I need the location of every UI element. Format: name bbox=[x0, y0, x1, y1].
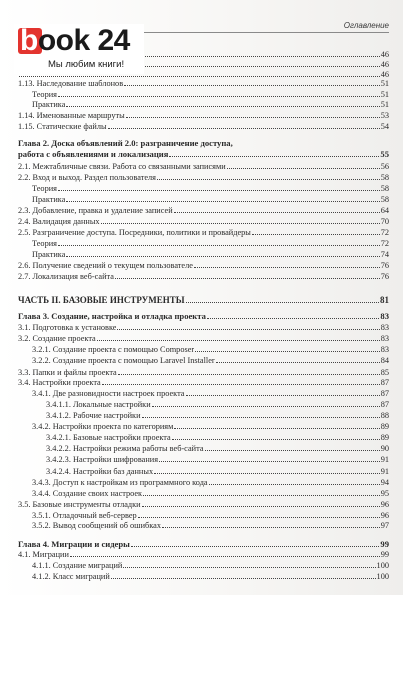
toc-page-number: 96 bbox=[380, 511, 389, 520]
toc-leader-dots bbox=[124, 77, 380, 86]
toc-page-number: 51 bbox=[380, 79, 389, 88]
toc-page-number: 99 bbox=[380, 550, 389, 559]
toc-leader-dots bbox=[169, 148, 379, 157]
toc-page-number: 85 bbox=[380, 368, 389, 377]
toc-leader-dots bbox=[252, 226, 380, 235]
toc-entry-title: 2.1. Межтабличные связи. Работа со связанными записями bbox=[18, 162, 226, 171]
toc-entry-title: 3.5. Базовые инструменты отладки bbox=[18, 500, 141, 509]
toc-entry-title: 2.4. Валидация данных bbox=[18, 217, 100, 226]
toc-entry-title: 3.4.1.1. Локальные настройки bbox=[46, 400, 151, 409]
toc-page-number: 51 bbox=[380, 100, 389, 109]
toc-leader-dots bbox=[154, 465, 380, 474]
toc-page-number: 99 bbox=[380, 539, 389, 549]
toc-entry-title: Глава 4. Миграции и сидеры bbox=[18, 539, 130, 549]
toc-leader-dots bbox=[162, 519, 380, 528]
toc-leader-dots bbox=[102, 376, 380, 385]
toc-leader-dots bbox=[174, 204, 380, 213]
toc-page-number: 89 bbox=[380, 433, 389, 442]
toc-page-number: 94 bbox=[380, 478, 389, 487]
toc-entry-title: 1.15. Статические файлы bbox=[18, 122, 107, 131]
toc-leader-dots bbox=[70, 548, 380, 557]
toc-entry-title: Глава 3. Создание, настройка и отладка проекта bbox=[18, 311, 206, 321]
toc-entry-title: 2.6. Получение сведений о текущем пользователе bbox=[18, 261, 193, 270]
toc-page-number: 87 bbox=[380, 400, 389, 409]
toc-entry-title: Практика bbox=[32, 195, 66, 204]
toc-leader-dots bbox=[172, 431, 380, 440]
toc-entry-title: 1.14. Именованные маршруты bbox=[18, 111, 125, 120]
toc-page-number: 76 bbox=[380, 272, 389, 281]
toc-leader-dots bbox=[123, 559, 375, 568]
toc-leader-dots bbox=[142, 498, 380, 507]
toc-page-number: 51 bbox=[380, 90, 389, 99]
toc-entry-title: Практика bbox=[32, 250, 66, 259]
toc-page-number: 91 bbox=[380, 455, 389, 464]
toc-leader-dots bbox=[195, 343, 380, 352]
toc-entry bbox=[32, 354, 389, 366]
toc-page-number: 96 bbox=[380, 500, 389, 509]
toc-leader-dots bbox=[186, 294, 379, 303]
toc-entry-title: 2.5. Разграничение доступа. Посредники, политики и провайдеры bbox=[18, 228, 251, 237]
toc-leader-dots bbox=[118, 366, 380, 375]
toc-page-number: 46 bbox=[380, 70, 389, 79]
book24-logo bbox=[14, 24, 144, 74]
toc-page-number: 100 bbox=[376, 561, 389, 570]
toc-entry-title: 3.4. Настройки проекта bbox=[18, 378, 101, 387]
toc-leader-dots bbox=[157, 171, 380, 180]
toc-entry-title: Теория bbox=[32, 184, 57, 193]
toc-page-number: 87 bbox=[380, 378, 389, 387]
toc-entry-title: работа с объявлениями и локализация bbox=[18, 149, 169, 159]
toc-entry-title: Теория bbox=[32, 90, 57, 99]
toc-page-number: 55 bbox=[380, 149, 389, 159]
toc-entry-title: 3.4.3. Доступ к настройкам из программного кода bbox=[32, 478, 208, 487]
toc-entry bbox=[46, 453, 389, 465]
logo-wordmark: book 24 bbox=[20, 24, 130, 57]
toc-leader-dots bbox=[58, 237, 380, 246]
toc-page-number: 76 bbox=[380, 261, 389, 270]
toc-page-number: 100 bbox=[376, 572, 389, 581]
toc-entry-title: 4.1.1. Создание миграций bbox=[32, 561, 123, 570]
toc-entry-title: 3.4.2.1. Базовые настройки проекта bbox=[46, 433, 171, 442]
toc-leader-dots bbox=[66, 98, 379, 107]
toc-leader-dots bbox=[117, 321, 379, 330]
logo-tagline: Мы любим книги! bbox=[48, 59, 125, 70]
toc-entry-title: 3.1. Подготовка к установке bbox=[18, 323, 117, 332]
toc-entry-title: 3.4.1.2. Рабочие настройки bbox=[46, 411, 141, 420]
toc-entry bbox=[32, 570, 389, 582]
toc-leader-dots bbox=[205, 442, 380, 451]
toc-entry-title: 3.2.1. Создание проекта с помощью Composer bbox=[32, 345, 195, 354]
toc-leader-dots bbox=[111, 570, 376, 579]
toc-page-number: 53 bbox=[380, 111, 389, 120]
toc-leader-dots bbox=[227, 160, 380, 169]
toc-page-number: 83 bbox=[380, 345, 389, 354]
toc-page-number: 46 bbox=[380, 50, 389, 59]
toc-page-number: 83 bbox=[380, 334, 389, 343]
toc-entry-title: 4.1.2. Класс миграций bbox=[32, 572, 110, 581]
toc-page-number: 95 bbox=[380, 489, 389, 498]
toc-leader-dots bbox=[207, 310, 380, 319]
toc-entry-title: ЧАСТЬ II. БАЗОВЫЕ ИНСТРУМЕНТЫ bbox=[18, 295, 185, 305]
toc-page-number: 88 bbox=[380, 411, 389, 420]
toc-leader-dots bbox=[194, 259, 380, 268]
toc-page-number: 97 bbox=[380, 521, 389, 530]
toc-leader-dots bbox=[186, 387, 380, 396]
toc-entry bbox=[32, 519, 389, 531]
toc-page-number: 70 bbox=[380, 217, 389, 226]
toc-page-number: 58 bbox=[380, 173, 389, 182]
toc-page-number: 83 bbox=[380, 323, 389, 332]
toc-leader-dots bbox=[216, 354, 380, 363]
toc-entry-title: 1.13. Наследование шаблонов bbox=[18, 79, 124, 88]
toc-entry-title: 3.2.2. Создание проекта с помощью Laravel Installer bbox=[32, 356, 215, 365]
toc-entry bbox=[18, 120, 389, 132]
toc-leader-dots bbox=[66, 248, 379, 257]
toc-entry bbox=[18, 294, 389, 306]
toc-page-number: 58 bbox=[380, 195, 389, 204]
toc-leader-dots bbox=[115, 270, 380, 279]
toc-page-number: 87 bbox=[380, 389, 389, 398]
toc-leader-dots bbox=[131, 538, 380, 547]
toc-page-number: 83 bbox=[380, 311, 389, 321]
toc-entry-title: 3.3. Папки и файлы проекта bbox=[18, 368, 117, 377]
toc-entry-title: 2.3. Добавление, правка и удаление записей bbox=[18, 206, 173, 215]
toc-page-number: 58 bbox=[380, 184, 389, 193]
toc-page-number: 56 bbox=[380, 162, 389, 171]
toc-leader-dots bbox=[142, 409, 380, 418]
toc-leader-dots bbox=[126, 109, 380, 118]
toc-leader-dots bbox=[66, 193, 379, 202]
toc-entry-title: 3.5.2. Вывод сообщений об ошибках bbox=[32, 521, 161, 530]
toc-page-number: 54 bbox=[380, 122, 389, 131]
toc-entry-title: 3.2. Создание проекта bbox=[18, 334, 96, 343]
toc-entry-title: 3.5.1. Отладочный веб-сервер bbox=[32, 511, 137, 520]
toc-leader-dots bbox=[138, 509, 380, 518]
toc-entry-title: Глава 2. Доска объявлений 2.0: разграничение доступа, bbox=[18, 138, 233, 148]
toc-entry-title: 3.4.1. Две разновидности настроек проекта bbox=[32, 389, 185, 398]
toc-leader-dots bbox=[58, 88, 380, 97]
toc-page-number: 90 bbox=[380, 444, 389, 453]
toc-leader-dots bbox=[101, 215, 380, 224]
toc-entry-title: 3.4.2.2. Настройки режима работы веб-сайта bbox=[46, 444, 204, 453]
toc-entry-title: 3.4.2. Настройки проекта по категориям bbox=[32, 422, 174, 431]
toc-page-number: 64 bbox=[380, 206, 389, 215]
toc-page-number: 74 bbox=[380, 250, 389, 259]
toc-entry bbox=[18, 148, 389, 160]
toc-page-number: 72 bbox=[380, 239, 389, 248]
toc-entry-title: 3.4.4. Создание своих настроек bbox=[32, 489, 143, 498]
toc-entry-title: 3.4.2.3. Настройки шифрования bbox=[46, 455, 159, 464]
toc-entry-title: 2.7. Локализация веб-сайта bbox=[18, 272, 114, 281]
toc-leader-dots bbox=[97, 332, 380, 341]
toc-leader-dots bbox=[209, 476, 380, 485]
toc-entry bbox=[18, 270, 389, 282]
toc-leader-dots bbox=[143, 487, 380, 496]
toc-page-number: 84 bbox=[380, 356, 389, 365]
toc-entry-title: Теория bbox=[32, 239, 57, 248]
toc-page-number: 81 bbox=[380, 295, 389, 305]
toc-entry-title: 4.1. Миграции bbox=[18, 550, 69, 559]
toc-leader-dots bbox=[159, 453, 380, 462]
toc-page-number: 91 bbox=[380, 467, 389, 476]
toc-entry-title: 3.4.2.4. Настройки баз данных bbox=[46, 467, 154, 476]
toc-page-number: 46 bbox=[380, 60, 389, 69]
toc-leader-dots bbox=[108, 120, 380, 129]
toc-leader-dots bbox=[58, 182, 380, 191]
toc-entry-title: 2.2. Вход и выход. Раздел пользователя bbox=[18, 173, 156, 182]
toc-page-number: 89 bbox=[380, 422, 389, 431]
running-header: Оглавление bbox=[343, 21, 389, 30]
toc-leader-dots bbox=[152, 398, 380, 407]
toc-page-number: 72 bbox=[380, 228, 389, 237]
toc-entry-title: Практика bbox=[32, 100, 66, 109]
toc-leader-dots bbox=[174, 420, 379, 429]
